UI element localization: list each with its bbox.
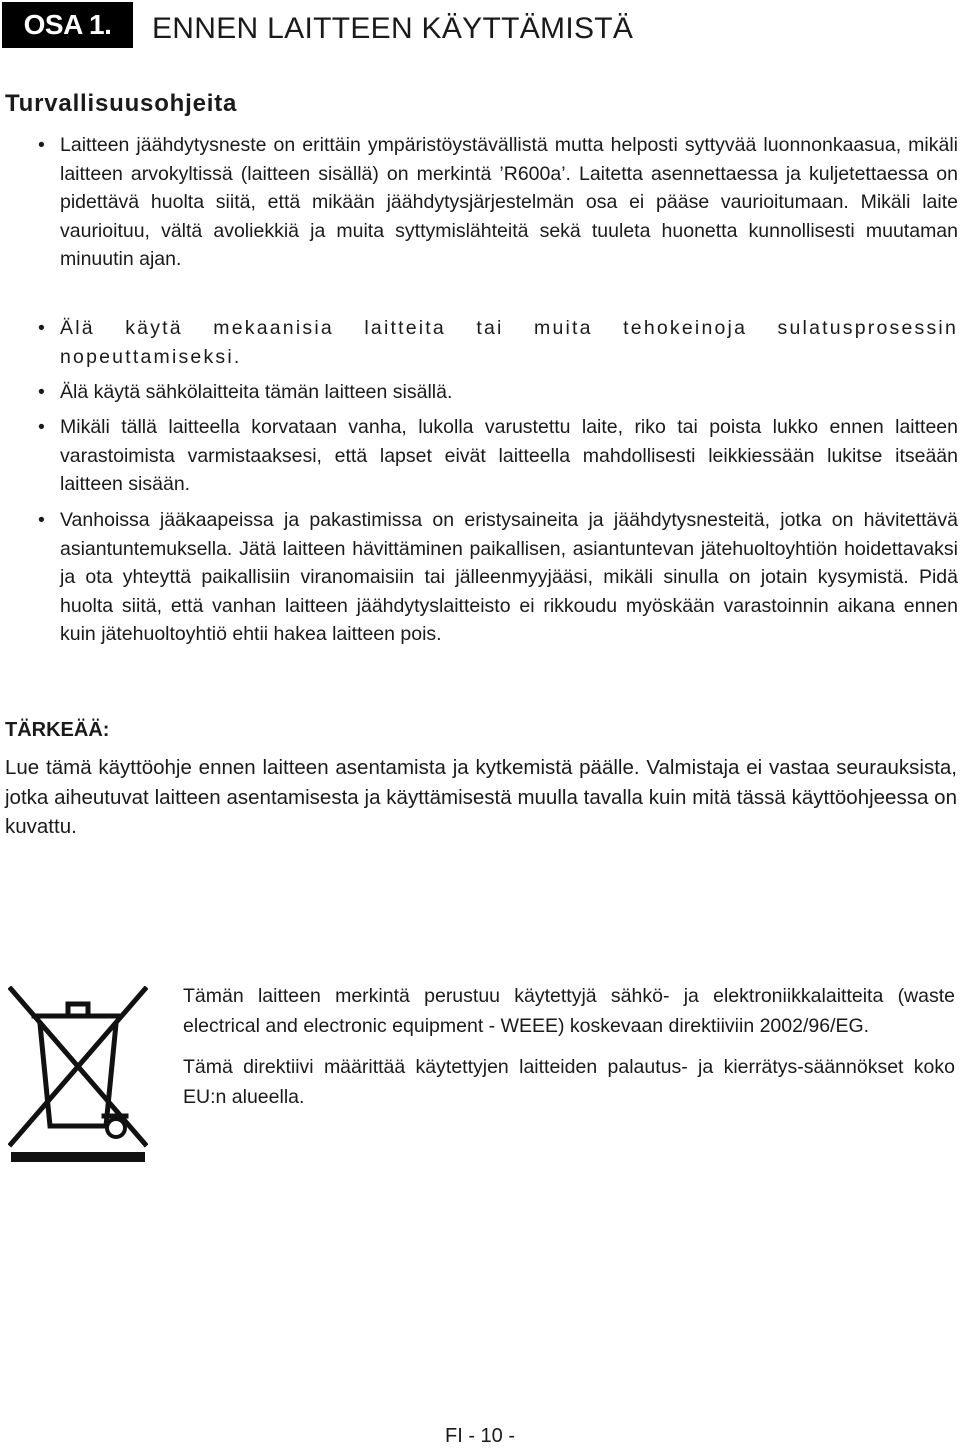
bullet-text: Mikäli tällä laitteella korvataan vanha, lukolla varustettu laite, riko tai poista lukko ennen laitteen varastoimista varmistaaksesi, että lapset eivät laitteella mahdollisesti leikkiessään lukitse itseään laitteen sisään. xyxy=(60,416,958,495)
bullet-text: Laitteen jäähdytysneste on erittäin ympäristöystävällistä mutta helposti syttyvää luonnonkaasua, mikäli laitteen arvokyltissä (laitteen sisällä) on merkintä ’R600a’. Laitetta asennettaessa ja kuljetettaessa on pidettävä huolta siitä, että mikään jäähdytysjärjestelmän osa ei pääse vaurioitumaan. Mikäli laite vaurioituu, vältä avoliekkiä ja muita syttymislähteitä sekä tuuleta huonetta kunnollisesti muutaman minuutin ajan. xyxy=(60,134,958,270)
bullet-icon: • xyxy=(38,134,45,156)
safety-heading: Turvallisuusohjeita xyxy=(5,90,238,117)
list-item xyxy=(38,314,958,371)
bullet-text: Älä käytä mekaanisia laitteita tai muita tehokeinoja sulatusprosessin nopeuttamiseksi. xyxy=(60,317,958,368)
weee-paragraph-2: Tämä direktiivi määrittää käytettyjen laitteiden palautus- ja kierrätys-säännökset koko EU:n alueella. xyxy=(183,1056,955,1108)
list-item xyxy=(38,506,958,676)
weee-paragraph-1: Tämän laitteen merkintä perustuu käytettyjä sähkö- ja elektroniikkalaitteita (waste electrical and electronic equipment - WEEE) koskevaan direktiiviin 2002/96/EG. xyxy=(183,985,955,1037)
bullet-text: Älä käytä sähkölaitteita tämän laitteen sisällä. xyxy=(60,381,453,403)
list-item xyxy=(38,378,958,406)
bullet-icon: • xyxy=(38,381,45,403)
list-item xyxy=(38,413,958,499)
important-label: TÄRKEÄÄ: xyxy=(5,719,110,741)
list-item xyxy=(38,131,958,307)
important-text: Lue tämä käyttöohje ennen laitteen asentamista ja kytkemistä päälle. Valmistaja ei vastaa seurauksista, jotka aiheutuvat laitteen asentamisesta ja käyttämisestä muulla tavalla kuin mitä tässä käyttöohjeessa on kuvattu. xyxy=(5,756,957,838)
safety-bullet-list xyxy=(38,131,958,676)
crossed-out-wheelie-bin-icon xyxy=(8,986,148,1162)
page-title: ENNEN LAITTEEN KÄYTTÄMISTÄ xyxy=(152,12,634,45)
bullet-icon: • xyxy=(38,317,48,339)
bullet-icon: • xyxy=(38,416,45,438)
section-tag: OSA 1. xyxy=(2,2,133,48)
page-number: FI - 10 - xyxy=(444,1425,515,1447)
bullet-icon: • xyxy=(38,509,45,531)
page-header xyxy=(0,0,960,52)
weee-notice xyxy=(183,982,955,1124)
bullet-text: Vanhoissa jääkaapeissa ja pakastimissa on eristysaineita ja jäähdytysnesteitä, jotka on hävitettävä asiantuntemuksella. Jätä laitteen hävittäminen paikallisen, asiantuntevan jätehuoltoyhtiön hoidettavaksi ja ota yhteyttä paikallisiin viranomaisiin tai jälleenmyyjääsi, mikäli sinulla on jotain kysymistä. Pidä huolta siitä, että vanhan laitteen jäähdytyslaitteisto ei rikkoudu myöskään varastoinnin aikana ennen kuin jätehuoltoyhtiö ehtii hakea laitteen pois. xyxy=(60,509,958,645)
